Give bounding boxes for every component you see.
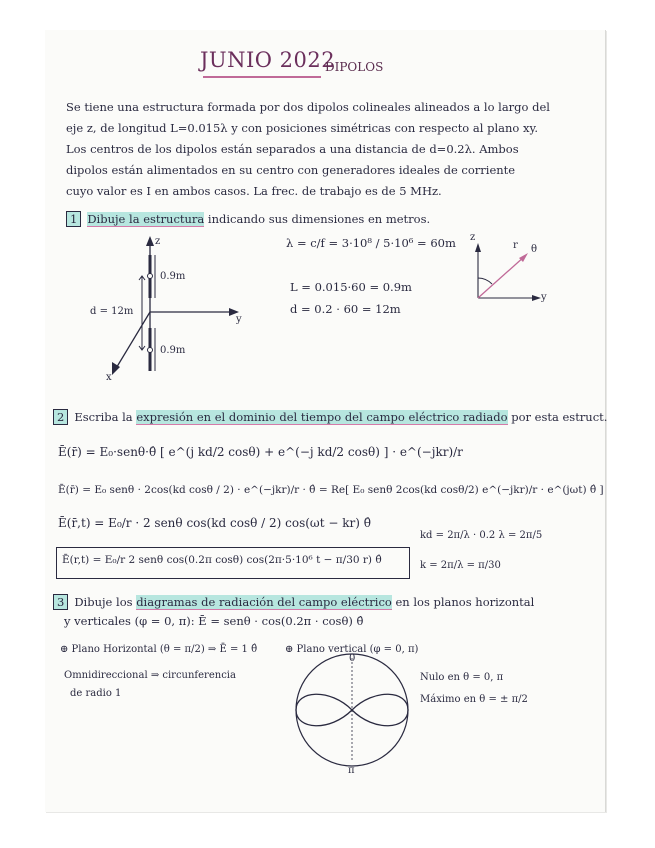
kd-value: kd = 2π/λ · 0.2 λ = 2π/5 xyxy=(420,530,543,541)
intro-line-2: eje z, de longitud L=0.015λ y con posiciones simétricas con respecto al plano xy. xyxy=(66,121,539,135)
dipole-top-length: 0.9m xyxy=(160,271,186,282)
pattern-label-zero: 0 xyxy=(349,653,356,664)
q3-prefix: Dibuje los xyxy=(74,595,137,609)
pattern-label-pi: π xyxy=(348,765,355,776)
intro-line-5: cuyo valor es I en ambos casos. La frec. de trabajo es de 5 MHz. xyxy=(66,184,442,198)
equation-2: Ē(r̄) = E₀ senθ · 2cos(kd cosθ / 2) · e^(−jkr)/r · θ̂ = Re[ E₀ senθ 2cos(kd cosθ/2) e^(−jkr)/r · e^(jωt) θ̂ ] xyxy=(58,484,604,496)
coord-theta-label: θ xyxy=(531,244,538,255)
q1-number: 1 xyxy=(66,211,81,227)
page-subtitle: DIPOLOS xyxy=(325,60,384,74)
L-calc: L = 0.015·60 = 0.9m xyxy=(290,280,412,294)
null-note: Nulo en θ = 0, π xyxy=(420,672,504,683)
intro-line-1: Se tiene una estructura formada por dos dipolos colineales alineados a lo largo del xyxy=(66,100,550,114)
coord-y-label: y xyxy=(541,292,547,303)
equation-3: Ē(r̄,t) = E₀/r · 2 senθ cos(kd cosθ / 2) cos(ωt − kr) θ̂ xyxy=(58,516,371,530)
intro-line-3: Los centros de los dipolos están separados a una distancia de d=0.2λ. Ambos xyxy=(66,142,519,156)
axis-z-label: z xyxy=(155,236,161,247)
equation-1: Ē(r̄) = E₀·senθ·θ̂ [ e^(j kd/2 cosθ) + e^(−j kd/2 cosθ) ] · e^(−jkr)/r xyxy=(58,445,463,459)
coord-r-label: r xyxy=(513,240,518,251)
q2-number: 2 xyxy=(53,409,68,425)
horizontal-radius: de radio 1 xyxy=(70,688,122,699)
q2-rest: por esta estruct. xyxy=(507,410,608,424)
axis-y-label: y xyxy=(236,314,242,325)
q1-highlight: Dibuje la estructura xyxy=(87,212,205,226)
q2-highlight: expresión en el dominio del tiempo del campo eléctrico radiado xyxy=(136,410,508,424)
d-calc: d = 0.2 · 60 = 12m xyxy=(290,302,401,316)
q3-heading xyxy=(53,594,534,610)
separation-label: d = 12m xyxy=(90,306,134,317)
q2-heading xyxy=(53,409,607,425)
coord-z-label: z xyxy=(470,232,476,243)
q3-number: 3 xyxy=(53,594,68,610)
vertical-plane: ⊕ Plano vertical (φ = 0, π) xyxy=(285,644,419,655)
q1-rest: indicando sus dimensiones en metros. xyxy=(204,212,431,226)
q3-rest: en los planos horizontal xyxy=(391,595,535,609)
intro-line-4: dipolos están alimentados en su centro con generadores ideales de corriente xyxy=(66,163,516,177)
lambda-calc: λ = c/f = 3·10⁸ / 5·10⁶ = 60m xyxy=(286,236,456,250)
q3-line-2: y verticales (φ = 0, π): Ē = senθ · cos(0.2π · cosθ) θ̂ xyxy=(64,614,364,628)
q2-prefix: Escriba la xyxy=(74,410,137,424)
q3-highlight: diagramas de radiación del campo eléctrico xyxy=(136,595,392,609)
page-title: JUNIO 2022 xyxy=(200,48,336,72)
horizontal-omni: Omnidireccional ⇒ circunferencia xyxy=(64,670,236,681)
max-note: Máximo en θ = ± π/2 xyxy=(420,694,528,705)
axis-x-label: x xyxy=(106,372,112,383)
dipole-bottom-length: 0.9m xyxy=(160,345,186,356)
equation-4: Ē(r,t) = E₀/r 2 senθ cos(0.2π cosθ) cos(2π·5·10⁶ t − π/30 r) θ̂ xyxy=(62,554,382,566)
horizontal-plane: ⊕ Plano Horizontal (θ = π/2) ⇒ Ē = 1 θ̂ xyxy=(60,644,258,655)
k-value: k = 2π/λ = π/30 xyxy=(420,560,501,571)
